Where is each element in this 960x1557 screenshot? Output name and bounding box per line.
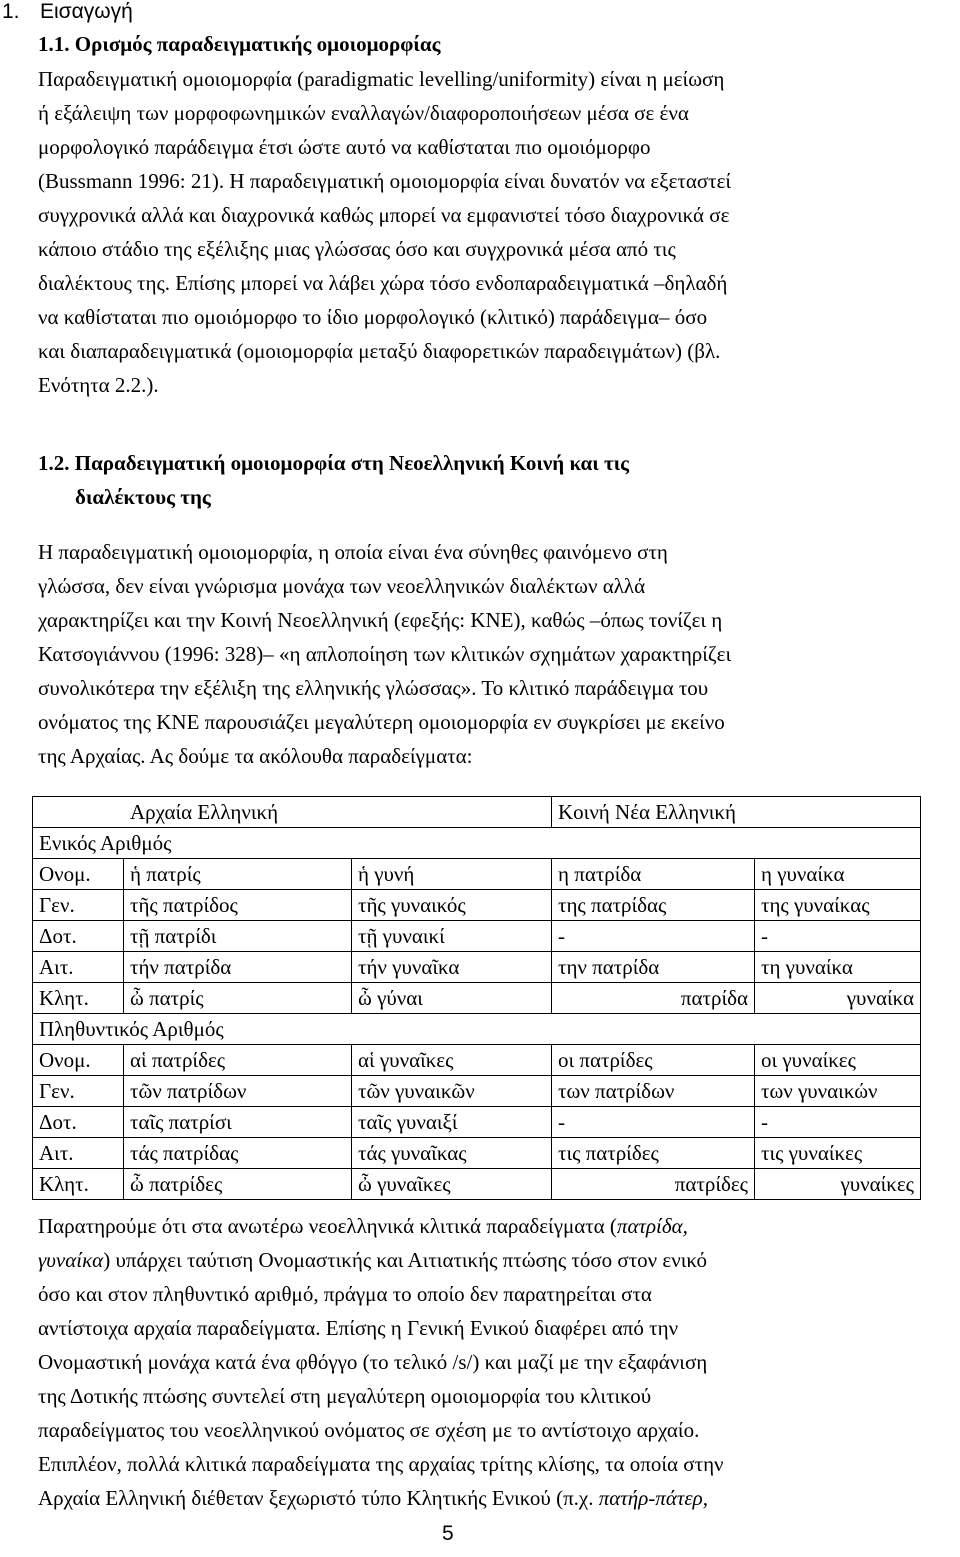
text-run: Παρατηρούμε ότι στα ανωτέρω νεοελληνικά κλιτικά παραδείγματα (	[38, 1214, 617, 1238]
table-cell: -	[755, 921, 921, 952]
table-cell: γυναίκες	[755, 1169, 921, 1200]
singular-label: Ενικός Αριθμός	[33, 828, 921, 859]
case-cell: Κλητ.	[33, 983, 124, 1014]
table-cell: ὦ γυναῖκες	[352, 1169, 552, 1200]
text-line: Παραδειγματική ομοιομορφία (paradigmatic levelling/uniformity) είναι η μείωση	[38, 67, 725, 91]
section-1-2-heading	[38, 446, 629, 514]
table-header-row	[33, 797, 921, 828]
section-1-2-title-line1: 1.2. Παραδειγματική ομοιομορφία στη Νεοελληνική Κοινή και τις	[38, 451, 630, 475]
table-cell: ταῖς πατρίσι	[124, 1107, 352, 1138]
table-cell: τῇ πατρίδι	[124, 921, 352, 952]
table-row	[33, 983, 921, 1014]
case-cell: Γεν.	[33, 1076, 124, 1107]
text-line: διαλέκτους της. Επίσης μπορεί να λάβει χώρα τόσο ενδοπαραδειγματικά –δηλαδή	[38, 271, 728, 295]
table-cell: πατρίδα	[552, 983, 755, 1014]
text-line: της Αρχαίας. Ας δούμε τα ακόλουθα παραδείγματα:	[38, 744, 473, 768]
chapter-number: 1.	[2, 0, 20, 23]
text-line: να καθίσταται πιο ομοιόμορφο το ίδιο μορφολογικό (κλιτικό) παράδειγμα– όσο	[38, 305, 708, 329]
table-cell: ἡ γυνή	[352, 859, 552, 890]
table-row	[33, 1076, 921, 1107]
table-cell: ἡ πατρίς	[124, 859, 352, 890]
paragraph-koine	[38, 535, 918, 773]
text-line: Ενότητα 2.2.).	[38, 373, 159, 397]
table-cell: η γυναίκα	[755, 859, 921, 890]
table-row	[33, 1169, 921, 1200]
table-cell: -	[552, 1107, 755, 1138]
table-cell: ὦ γύναι	[352, 983, 552, 1014]
text-line: παραδείγματος του νεοελληνικού ονόματος σε σχέση με το αντίστοιχο αρχαίο.	[38, 1418, 700, 1442]
table-cell: η πατρίδα	[552, 859, 755, 890]
italic-term: πατήρ-πάτερ,	[598, 1486, 708, 1510]
plural-label: Πληθυντικός Αριθμός	[33, 1014, 921, 1045]
table-cell: τῆς γυναικός	[352, 890, 552, 921]
chapter-title: Εισαγωγή	[40, 0, 133, 23]
case-cell: Αιτ.	[33, 1138, 124, 1169]
table-cell: τῶν γυναικῶν	[352, 1076, 552, 1107]
table-cell: τις πατρίδες	[552, 1138, 755, 1169]
text-line: Η παραδειγματική ομοιομορφία, η οποία είναι ένα σύνηθες φαινόμενο στη	[38, 540, 668, 564]
table-cell: ταῖς γυναιξί	[352, 1107, 552, 1138]
table-row	[33, 1045, 921, 1076]
table-cell: τις γυναίκες	[755, 1138, 921, 1169]
text-line	[38, 1209, 918, 1243]
table-cell: τάς γυναῖκας	[352, 1138, 552, 1169]
table-row	[33, 1107, 921, 1138]
table-cell: γυναίκα	[755, 983, 921, 1014]
text-line: μορφολογικό παράδειγμα έτσι ώστε αυτό να καθίσταται πιο ομοιόμορφο	[38, 135, 651, 159]
text-line: Ονομαστική μονάχα κατά ένα φθόγγο (το τελικό /s/) και μαζί με την εξαφάνιση	[38, 1350, 708, 1374]
text-line: της Δοτικής πτώσης συντελεί στη μεγαλύτερη ομοιομορφία του κλιτικού	[38, 1384, 652, 1408]
case-cell: Δοτ.	[33, 921, 124, 952]
section-1-1-heading: 1.1. Ορισμός παραδειγματικής ομοιομορφίας	[38, 32, 441, 56]
header-modern-greek: Κοινή Νέα Ελληνική	[552, 797, 921, 828]
table-cell: -	[552, 921, 755, 952]
table-row	[33, 828, 921, 859]
table-cell: των γυναικών	[755, 1076, 921, 1107]
case-cell: Ονομ.	[33, 1045, 124, 1076]
text-line: αντίστοιχα αρχαία παραδείγματα. Επίσης η Γενική Ενικού διαφέρει από την	[38, 1316, 679, 1340]
case-cell: Κλητ.	[33, 1169, 124, 1200]
section-1-2-title-line2: διαλέκτους της	[75, 485, 211, 509]
text-line: Κατσογιάννου (1996: 328)– «η απλοποίηση των κλιτικών σχημάτων χαρακτηρίζει	[38, 642, 732, 666]
table-row	[33, 921, 921, 952]
text-line: συγχρονικά αλλά και διαχρονικά καθώς μπορεί να εμφανιστεί τόσο διαχρονικά σε	[38, 203, 730, 227]
table-cell: οι πατρίδες	[552, 1045, 755, 1076]
text-line: ονόματος της ΚΝΕ παρουσιάζει μεγαλύτερη ομοιομορφία εν συγκρίσει με εκείνο	[38, 710, 725, 734]
table-row	[33, 890, 921, 921]
table-cell: της γυναίκας	[755, 890, 921, 921]
text-line: και διαπαραδειγματικά (ομοιομορφία μεταξύ διαφορετικών παραδειγμάτων) (βλ.	[38, 339, 721, 363]
italic-term: πατρίδα,	[616, 1214, 688, 1238]
paragraph-observation	[38, 1209, 918, 1515]
table-cell: τήν πατρίδα	[124, 952, 352, 983]
table-cell: οι γυναίκες	[755, 1045, 921, 1076]
page-number: 5	[442, 1522, 454, 1545]
table-cell: ὦ πατρίδες	[124, 1169, 352, 1200]
table-cell: τήν γυναῖκα	[352, 952, 552, 983]
case-cell: Δοτ.	[33, 1107, 124, 1138]
table-cell: πατρίδες	[552, 1169, 755, 1200]
text-line: (Bussmann 1996: 21). Η παραδειγματική ομοιομορφία είναι δυνατόν να εξεταστεί	[38, 169, 732, 193]
table-row	[33, 1014, 921, 1045]
table-cell: αἱ πατρίδες	[124, 1045, 352, 1076]
text-line: συνολικότερα την εξέλιξη της ελληνικής γλώσσας». Το κλιτικό παράδειγμα του	[38, 676, 709, 700]
text-line: κάποιο στάδιο της εξέλιξης μιας γλώσσας όσο και συγχρονικά μέσα από τις	[38, 237, 676, 261]
table-row	[33, 859, 921, 890]
table-cell: -	[755, 1107, 921, 1138]
text-run: ) υπάρχει ταύτιση Ονομαστικής και Αιτιατικής πτώσης τόσο στον ενικό	[103, 1248, 708, 1272]
text-line	[38, 1243, 918, 1277]
text-line: ή εξάλειψη των μορφοφωνημικών εναλλαγών/διαφοροποιήσεων μέσα σε ένα	[38, 101, 689, 125]
table-cell: της πατρίδας	[552, 890, 755, 921]
table-cell: αἱ γυναῖκες	[352, 1045, 552, 1076]
case-cell: Γεν.	[33, 890, 124, 921]
text-run: Αρχαία Ελληνική διέθεταν ξεχωριστό τύπο Κλητικής Ενικού (π.χ.	[38, 1486, 599, 1510]
table-cell: τῶν πατρίδων	[124, 1076, 352, 1107]
table-cell: ὦ πατρίς	[124, 983, 352, 1014]
table-cell: τη γυναίκα	[755, 952, 921, 983]
chapter-heading	[2, 0, 133, 24]
case-cell: Ονομ.	[33, 859, 124, 890]
text-line	[38, 1481, 918, 1515]
text-line: όσο και στον πληθυντικό αριθμό, πράγμα το οποίο δεν παρατηρείται στα	[38, 1282, 652, 1306]
table-row	[33, 1138, 921, 1169]
table-cell: των πατρίδων	[552, 1076, 755, 1107]
text-line: Επιπλέον, πολλά κλιτικά παραδείγματα της αρχαίας τρίτης κλίσης, τα οποία στην	[38, 1452, 724, 1476]
table-cell: τάς πατρίδας	[124, 1138, 352, 1169]
table-cell: την πατρίδα	[552, 952, 755, 983]
table-cell: τῇ γυναικί	[352, 921, 552, 952]
paragraph-definition	[38, 62, 918, 402]
table-cell: τῆς πατρίδος	[124, 890, 352, 921]
text-line: γλώσσα, δεν είναι γνώρισμα μονάχα των νεοελληνικών διαλέκτων αλλά	[38, 574, 646, 598]
header-ancient-greek: Αρχαία Ελληνική	[33, 797, 552, 828]
paradigm-table	[32, 796, 921, 1200]
text-line: χαρακτηρίζει και την Κοινή Νεοελληνική (εφεξής: ΚΝΕ), καθώς –όπως τονίζει η	[38, 608, 723, 632]
case-cell: Αιτ.	[33, 952, 124, 983]
italic-term: γυναίκα	[38, 1248, 104, 1272]
table-row	[33, 952, 921, 983]
